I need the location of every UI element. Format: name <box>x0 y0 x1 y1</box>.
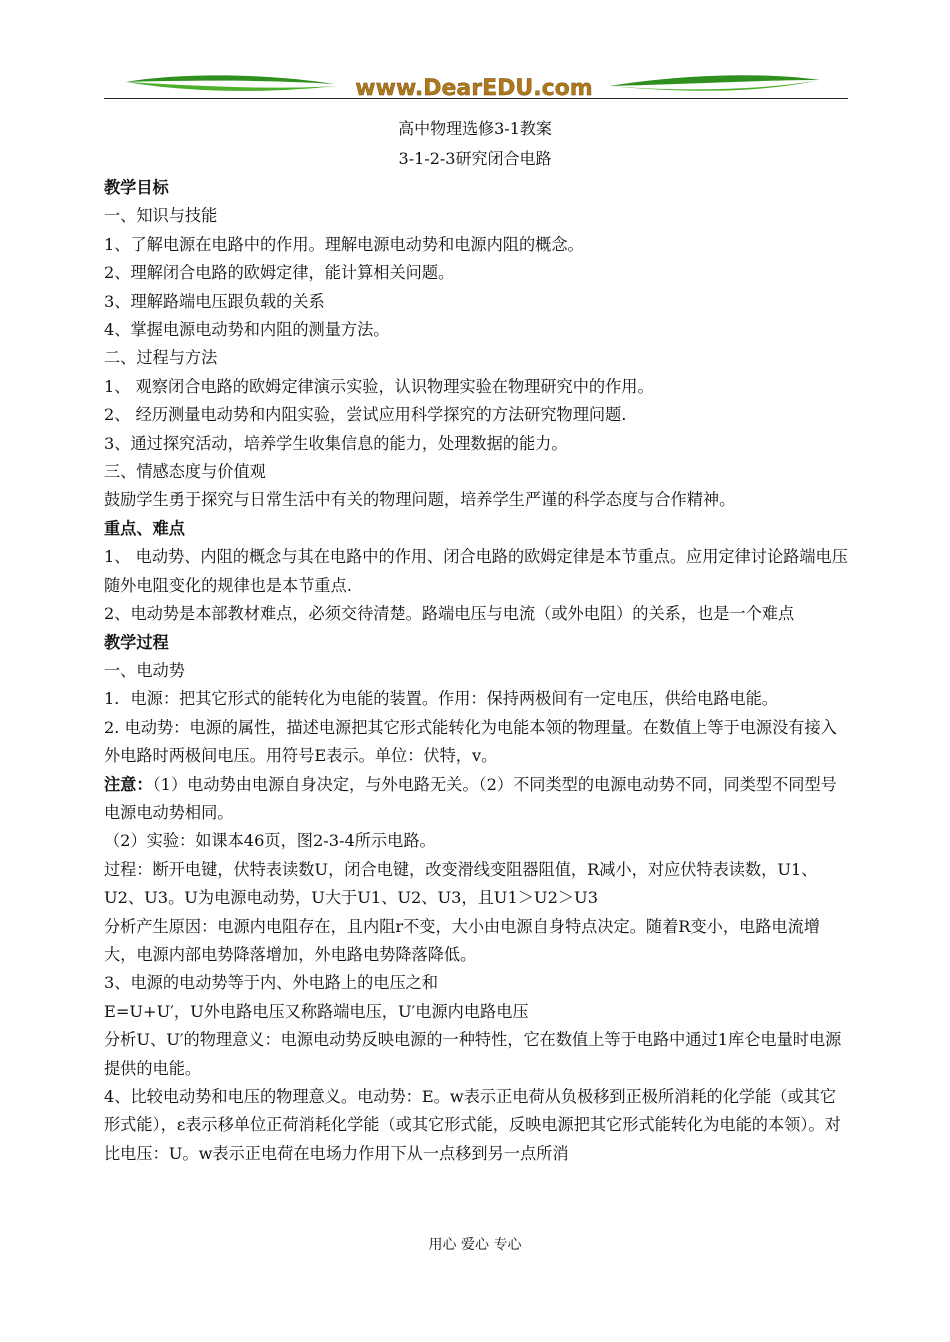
paragraph: 鼓励学生勇于探究与日常生活中有关的物理问题，培养学生严谨的科学态度与合作精神。 <box>104 490 736 510</box>
paragraph: 1、了解电源在电路中的作用。理解电源电动势和电源内阻的概念。 <box>104 234 584 254</box>
section-heading: 教学过程 <box>104 632 169 652</box>
paragraph: 4、比较电动势和电压的物理意义。电动势：E。w表示正电荷从负极移到正极所消耗的化学能（或其它形式能），ε表示移单位正荷消耗化学能（或其它形式能，反映电源把其它形式能转化为电能的本领）。对比电压：U。w表示正电荷在电场力作用下从一点移到另一点所消 <box>104 1087 841 1163</box>
paragraph: 分析产生原因：电源内电阻存在，且内阻r不变，大小由电源自身特点决定。随着R变小，电路电流增大，电源内部电势降落增加，外电路电势降落降低。 <box>104 916 820 964</box>
paragraph: 三、情感态度与价值观 <box>104 462 266 482</box>
paragraph: 过程：断开电键，伏特表读数U，闭合电键，改变滑线变阻器阻值，R减小，对应伏特表读数，U1、U2、U3。U为电源电动势，U大于U1、U2、U3，且U1＞U2＞U3 <box>104 859 818 908</box>
site-logo-text: www.DearEDU.com <box>355 76 593 101</box>
paragraph: 二、过程与方法 <box>104 348 218 368</box>
paragraph: 3、电源的电动势等于内、外电路上的电压之和 <box>104 973 439 993</box>
paragraph: 2、理解闭合电路的欧姆定律，能计算相关问题。 <box>104 263 455 283</box>
paragraph: 2. 电动势：电源的属性，描述电源把其它形式能转化为电能本领的物理量。在数值上等于电源没有接入外电路时两极间电压。用符号E表示。单位：伏特，v。 <box>104 717 837 766</box>
page-footer: 用心 爱心 专心 <box>428 1237 522 1253</box>
paragraph: 1、 电动势、内阻的概念与其在电路中的作用、闭合电路的欧姆定律是本节重点。应用定律讨论路端电压随外电阻变化的规律也是本节重点. <box>104 547 848 595</box>
page-subtitle: 3-1-2-3研究闭合电路 <box>398 149 552 168</box>
section-heading: 教学目标 <box>104 178 169 197</box>
header-rule <box>104 98 848 99</box>
page-title: 高中物理选修3-1教案 <box>398 119 552 138</box>
paragraph: 一、电动势 <box>104 660 185 680</box>
paragraph-text: （1）电动势由电源自身决定，与外电路无关。（2）不同类型的电源电动势不同，同类型不同型号电源电动势相同。 <box>104 774 837 822</box>
paragraph: E=U+U′，U外电路电压又称路端电压，U′电源内电路电压 <box>104 1001 529 1021</box>
paragraph: 1、 观察闭合电路的欧姆定律演示实验，认识物理实验在物理研究中的作用。 <box>104 376 654 396</box>
paragraph: 2、电动势是本部教材难点，必须交待清楚。路端电压与电流（或外电阻）的关系，也是一个难点 <box>104 604 795 624</box>
paragraph <box>104 771 850 828</box>
paragraph: 一、知识与技能 <box>104 206 218 226</box>
paragraph: 1．电源：把其它形式的能转化为电能的装置。作用：保持两极间有一定电压，供给电路电能。 <box>104 689 778 709</box>
paragraph: （2）实验：如课本46页，图2-3-4所示电路。 <box>104 831 436 851</box>
paragraph: 分析U、U′的物理意义：电源电动势反映电源的一种特性，它在数值上等于电路中通过1库仑电量时电源提供的电能。 <box>104 1030 842 1078</box>
section-heading: 重点、难点 <box>104 518 185 538</box>
paragraph: 3、通过探究活动，培养学生收集信息的能力，处理数据的能力。 <box>104 433 568 453</box>
paragraph: 2、 经历测量电动势和内阻实验，尝试应用科学探究的方法研究物理问题. <box>104 405 627 425</box>
note-label: 注意： <box>104 774 153 794</box>
document-body <box>104 174 850 1168</box>
paragraph: 4、掌握电源电动势和内阻的测量方法。 <box>104 320 390 340</box>
paragraph: 3、理解路端电压跟负载的关系 <box>104 291 325 311</box>
